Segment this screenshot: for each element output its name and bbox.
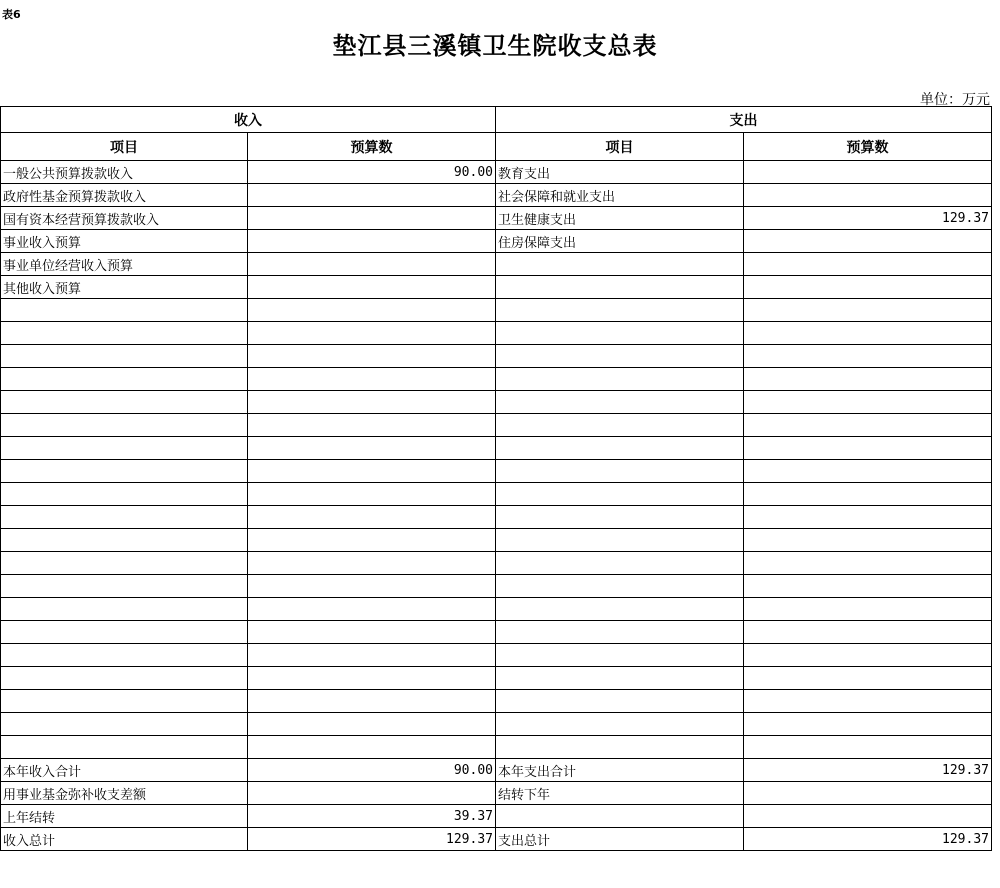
expense-value-cell bbox=[744, 184, 992, 207]
empty-cell bbox=[744, 460, 992, 483]
income-item-cell: 事业收入预算 bbox=[1, 230, 248, 253]
empty-cell bbox=[248, 575, 496, 598]
empty-cell bbox=[744, 644, 992, 667]
sheet-label: 表6 bbox=[2, 8, 21, 21]
empty-cell bbox=[248, 299, 496, 322]
empty-cell bbox=[744, 598, 992, 621]
empty-cell bbox=[1, 460, 248, 483]
empty-cell bbox=[496, 299, 744, 322]
income-section-header: 收入 bbox=[1, 107, 496, 133]
income-value-cell: 90.00 bbox=[248, 161, 496, 184]
expense-item-header: 项目 bbox=[496, 133, 744, 161]
empty-cell bbox=[248, 644, 496, 667]
expense-value-cell bbox=[744, 161, 992, 184]
fund-label: 用事业基金弥补收支差额 bbox=[1, 782, 248, 805]
expense-item-cell bbox=[496, 276, 744, 299]
empty-cell bbox=[496, 483, 744, 506]
expense-item-cell: 社会保障和就业支出 bbox=[496, 184, 744, 207]
empty-cell bbox=[1, 414, 248, 437]
empty-rows bbox=[1, 299, 992, 759]
total-income-value: 129.37 bbox=[248, 828, 496, 851]
expense-value-cell bbox=[744, 276, 992, 299]
income-item-cell: 事业单位经营收入预算 bbox=[1, 253, 248, 276]
fund-value bbox=[248, 782, 496, 805]
empty-cell bbox=[248, 483, 496, 506]
expense-value-cell bbox=[744, 253, 992, 276]
empty-cell bbox=[496, 621, 744, 644]
income-value-cell bbox=[248, 184, 496, 207]
table-row bbox=[1, 230, 992, 253]
table-row-prev-carry bbox=[1, 805, 992, 828]
empty-cell bbox=[744, 667, 992, 690]
empty-cell bbox=[1, 667, 248, 690]
table-row-empty bbox=[1, 322, 992, 345]
empty-cell bbox=[1, 299, 248, 322]
empty-cell bbox=[496, 460, 744, 483]
empty-cell bbox=[1, 322, 248, 345]
empty-cell bbox=[248, 322, 496, 345]
total-income-label: 收入总计 bbox=[1, 828, 248, 851]
expense-value-cell bbox=[744, 230, 992, 253]
empty-cell bbox=[496, 345, 744, 368]
table-row-year-total bbox=[1, 759, 992, 782]
expense-item-cell: 住房保障支出 bbox=[496, 230, 744, 253]
empty-cell bbox=[1, 575, 248, 598]
total-expense-label: 支出总计 bbox=[496, 828, 744, 851]
empty-cell bbox=[496, 414, 744, 437]
expense-item-cell: 教育支出 bbox=[496, 161, 744, 184]
empty-cell bbox=[496, 575, 744, 598]
table-row-empty bbox=[1, 391, 992, 414]
page-title: 垫江县三溪镇卫生院收支总表 bbox=[332, 31, 658, 60]
income-item-header: 项目 bbox=[1, 133, 248, 161]
table-row-empty bbox=[1, 460, 992, 483]
empty-cell bbox=[248, 690, 496, 713]
table-row bbox=[1, 161, 992, 184]
empty-cell bbox=[248, 713, 496, 736]
empty-cell bbox=[496, 552, 744, 575]
table-row-empty bbox=[1, 621, 992, 644]
table-row-empty bbox=[1, 368, 992, 391]
empty-cell bbox=[744, 322, 992, 345]
table-row-empty bbox=[1, 690, 992, 713]
table-row bbox=[1, 207, 992, 230]
empty-cell bbox=[744, 483, 992, 506]
empty-cell bbox=[744, 368, 992, 391]
empty-cell bbox=[744, 736, 992, 759]
empty-cell bbox=[248, 414, 496, 437]
empty-cell bbox=[496, 506, 744, 529]
empty-cell bbox=[1, 368, 248, 391]
table-row-fund bbox=[1, 782, 992, 805]
empty-cell bbox=[1, 598, 248, 621]
empty-cell bbox=[248, 506, 496, 529]
table-row-empty bbox=[1, 598, 992, 621]
table-body bbox=[1, 161, 992, 299]
income-budget-header: 预算数 bbox=[248, 133, 496, 161]
expense-item-cell bbox=[496, 253, 744, 276]
empty-cell bbox=[248, 368, 496, 391]
empty-cell bbox=[744, 690, 992, 713]
empty-cell bbox=[744, 345, 992, 368]
table-row bbox=[1, 184, 992, 207]
income-item-cell: 一般公共预算拨款收入 bbox=[1, 161, 248, 184]
empty-cell bbox=[744, 414, 992, 437]
empty-cell bbox=[248, 460, 496, 483]
empty-cell bbox=[744, 391, 992, 414]
empty-cell bbox=[744, 713, 992, 736]
empty-cell bbox=[496, 736, 744, 759]
empty-cell bbox=[744, 805, 992, 828]
empty-cell bbox=[744, 437, 992, 460]
empty-cell bbox=[496, 368, 744, 391]
empty-cell bbox=[1, 483, 248, 506]
table-row-empty bbox=[1, 575, 992, 598]
empty-cell bbox=[744, 621, 992, 644]
empty-cell bbox=[1, 713, 248, 736]
empty-cell bbox=[496, 805, 744, 828]
table-row-empty bbox=[1, 437, 992, 460]
empty-cell bbox=[744, 575, 992, 598]
empty-cell bbox=[248, 437, 496, 460]
empty-cell bbox=[744, 299, 992, 322]
header-row-sections bbox=[1, 107, 992, 133]
empty-cell bbox=[496, 437, 744, 460]
expense-section-header: 支出 bbox=[496, 107, 992, 133]
empty-cell bbox=[1, 345, 248, 368]
budget-table bbox=[0, 106, 992, 851]
expense-budget-header: 预算数 bbox=[744, 133, 992, 161]
table-row-empty bbox=[1, 552, 992, 575]
header-row-columns bbox=[1, 133, 992, 161]
carry-next-label: 结转下年 bbox=[496, 782, 744, 805]
empty-cell bbox=[496, 322, 744, 345]
table-row-empty bbox=[1, 483, 992, 506]
prev-carry-label: 上年结转 bbox=[1, 805, 248, 828]
year-income-value: 90.00 bbox=[248, 759, 496, 782]
empty-cell bbox=[248, 552, 496, 575]
empty-cell bbox=[496, 644, 744, 667]
income-value-cell bbox=[248, 207, 496, 230]
empty-cell bbox=[1, 391, 248, 414]
empty-cell bbox=[496, 529, 744, 552]
empty-cell bbox=[744, 529, 992, 552]
prev-carry-value: 39.37 bbox=[248, 805, 496, 828]
empty-cell bbox=[1, 506, 248, 529]
empty-cell bbox=[1, 437, 248, 460]
totals-section bbox=[1, 759, 992, 851]
table-row bbox=[1, 253, 992, 276]
empty-cell bbox=[744, 552, 992, 575]
total-expense-value: 129.37 bbox=[744, 828, 992, 851]
income-value-cell bbox=[248, 230, 496, 253]
empty-cell bbox=[1, 736, 248, 759]
income-item-cell: 政府性基金预算拨款收入 bbox=[1, 184, 248, 207]
empty-cell bbox=[248, 345, 496, 368]
table-row-empty bbox=[1, 667, 992, 690]
empty-cell bbox=[1, 644, 248, 667]
empty-cell bbox=[496, 598, 744, 621]
table-row-empty bbox=[1, 736, 992, 759]
empty-cell bbox=[1, 529, 248, 552]
income-item-cell: 国有资本经营预算拨款收入 bbox=[1, 207, 248, 230]
empty-cell bbox=[496, 713, 744, 736]
table-row bbox=[1, 276, 992, 299]
empty-cell bbox=[248, 621, 496, 644]
year-expense-label: 本年支出合计 bbox=[496, 759, 744, 782]
unit-label: 单位：万元 bbox=[920, 92, 990, 108]
expense-value-cell: 129.37 bbox=[744, 207, 992, 230]
empty-cell bbox=[248, 529, 496, 552]
table-row-empty bbox=[1, 345, 992, 368]
year-expense-value: 129.37 bbox=[744, 759, 992, 782]
empty-cell bbox=[496, 667, 744, 690]
income-value-cell bbox=[248, 253, 496, 276]
empty-cell bbox=[744, 506, 992, 529]
income-item-cell: 其他收入预算 bbox=[1, 276, 248, 299]
empty-cell bbox=[1, 621, 248, 644]
table-row-empty bbox=[1, 713, 992, 736]
table-row-empty bbox=[1, 644, 992, 667]
income-value-cell bbox=[248, 276, 496, 299]
expense-item-cell: 卫生健康支出 bbox=[496, 207, 744, 230]
empty-cell bbox=[496, 690, 744, 713]
table-row-grand-total bbox=[1, 828, 992, 851]
empty-cell bbox=[248, 736, 496, 759]
empty-cell bbox=[1, 690, 248, 713]
empty-cell bbox=[248, 667, 496, 690]
empty-cell bbox=[496, 391, 744, 414]
empty-cell bbox=[248, 598, 496, 621]
table-row-empty bbox=[1, 414, 992, 437]
table-row-empty bbox=[1, 299, 992, 322]
empty-cell bbox=[248, 391, 496, 414]
table-row-empty bbox=[1, 506, 992, 529]
empty-cell bbox=[1, 552, 248, 575]
carry-next-value bbox=[744, 782, 992, 805]
year-income-label: 本年收入合计 bbox=[1, 759, 248, 782]
table-row-empty bbox=[1, 529, 992, 552]
